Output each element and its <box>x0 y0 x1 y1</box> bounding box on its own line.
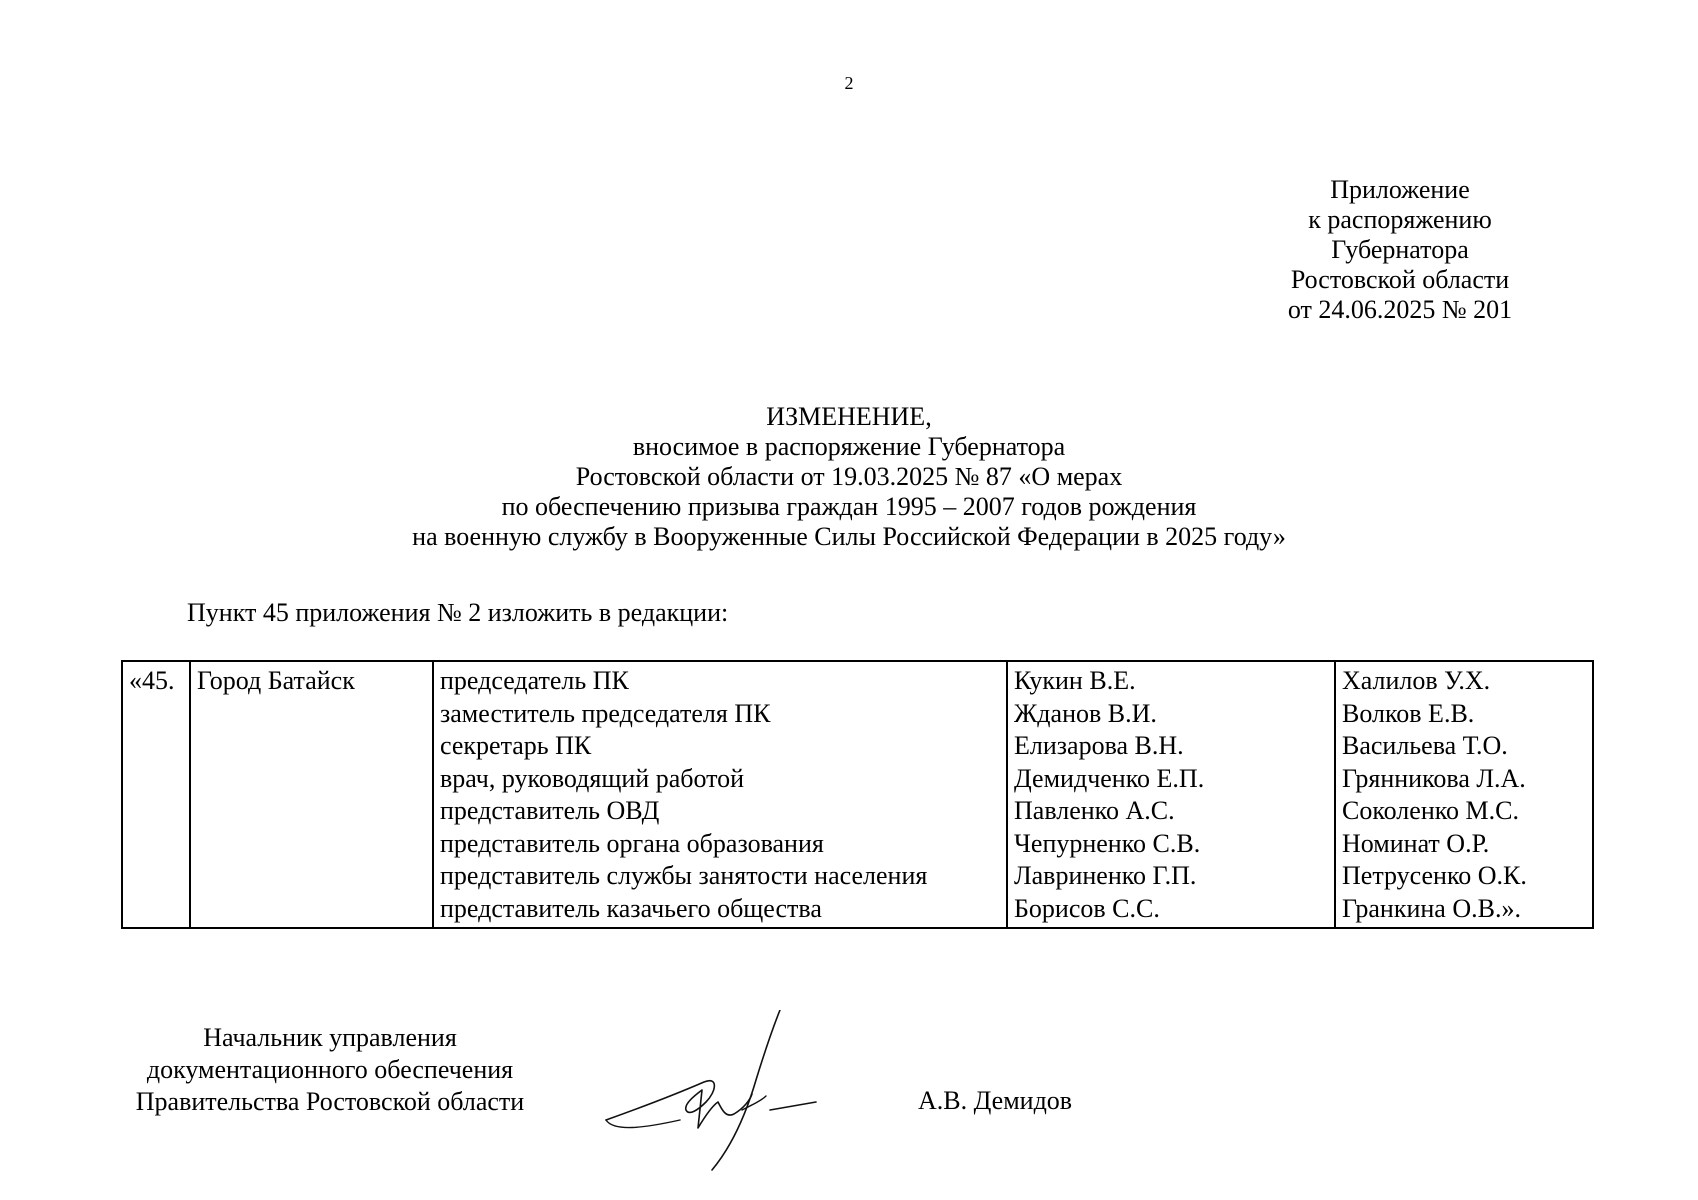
main-member: Борисов С.С. <box>1014 893 1160 923</box>
title-line: вносимое в распоряжение Губернатора <box>632 432 1066 461</box>
item-number: «45. <box>129 666 175 695</box>
document-title <box>0 402 1698 552</box>
main-members-cell <box>1007 661 1335 928</box>
title-heading: ИЗМЕНЕНИЕ, <box>766 402 932 431</box>
reserve-members-cell <box>1335 661 1593 928</box>
appendix-line: Ростовской области <box>1290 265 1510 294</box>
appendix-line: от 24.06.2025 № 201 <box>1287 295 1513 324</box>
role-item: представитель органа образования <box>440 828 824 858</box>
reserve-member: Грянникова Л.А. <box>1342 763 1526 793</box>
roles-cell <box>433 661 1007 928</box>
table-row <box>122 661 1593 928</box>
commission-table <box>121 660 1594 929</box>
role-item: представитель службы занятости населения <box>440 861 928 890</box>
reserve-member: Халилов У.Х. <box>1342 666 1491 695</box>
position-line: документационного обеспечения <box>146 1055 514 1084</box>
reserve-member: Волков Е.В. <box>1342 698 1475 728</box>
main-member: Жданов В.И. <box>1014 698 1157 728</box>
main-member: Кукин В.Е. <box>1014 666 1136 695</box>
main-member: Демидченко Е.П. <box>1014 763 1205 793</box>
main-member: Павленко А.С. <box>1014 796 1175 825</box>
signature-icon <box>594 1010 854 1180</box>
role-item: представитель казачьего общества <box>440 893 822 923</box>
main-member: Лавриненко Г.П. <box>1014 861 1197 890</box>
signatory-position <box>100 1022 560 1118</box>
appendix-line: Приложение <box>1330 175 1470 204</box>
position-line: Правительства Ростовской области <box>135 1087 525 1116</box>
role-item: представитель ОВД <box>440 796 660 825</box>
page-number: 2 <box>844 73 854 93</box>
signer-name: А.В. Демидов <box>918 1086 1073 1115</box>
appendix-line: Губернатора <box>1331 235 1469 264</box>
main-member: Чепурненко С.В. <box>1014 828 1201 858</box>
title-line: по обеспечению призыва граждан 1995 – 2007 годов рождения <box>501 492 1197 521</box>
reserve-member: Гранкина О.В.». <box>1342 893 1521 923</box>
role-item: председатель ПК <box>440 666 629 695</box>
role-item: заместитель председателя ПК <box>440 698 771 728</box>
appendix-line: к распоряжению <box>1308 205 1492 234</box>
appendix-block <box>1230 175 1570 325</box>
position-line: Начальник управления <box>203 1023 457 1052</box>
city-cell <box>190 661 433 928</box>
handwritten-signature <box>594 1010 854 1187</box>
reserve-member: Васильева Т.О. <box>1342 731 1508 760</box>
reserve-member: Соколенко М.С. <box>1342 796 1520 825</box>
reserve-member: Номинат О.Р. <box>1342 828 1490 858</box>
title-line: Ростовской области от 19.03.2025 № 87 «О мерах <box>575 462 1123 491</box>
city-name: Город Батайск <box>197 666 355 695</box>
title-line: на военную службу в Вооруженные Силы Российской Федерации в 2025 году» <box>412 522 1286 551</box>
role-item: секретарь ПК <box>440 731 592 760</box>
main-member: Елизарова В.Н. <box>1014 731 1184 760</box>
role-item: врач, руководящий работой <box>440 763 745 793</box>
intro-paragraph: Пункт 45 приложения № 2 изложить в редакции: <box>187 598 729 627</box>
reserve-member: Петрусенко О.К. <box>1342 861 1527 890</box>
item-number-cell <box>122 661 190 928</box>
